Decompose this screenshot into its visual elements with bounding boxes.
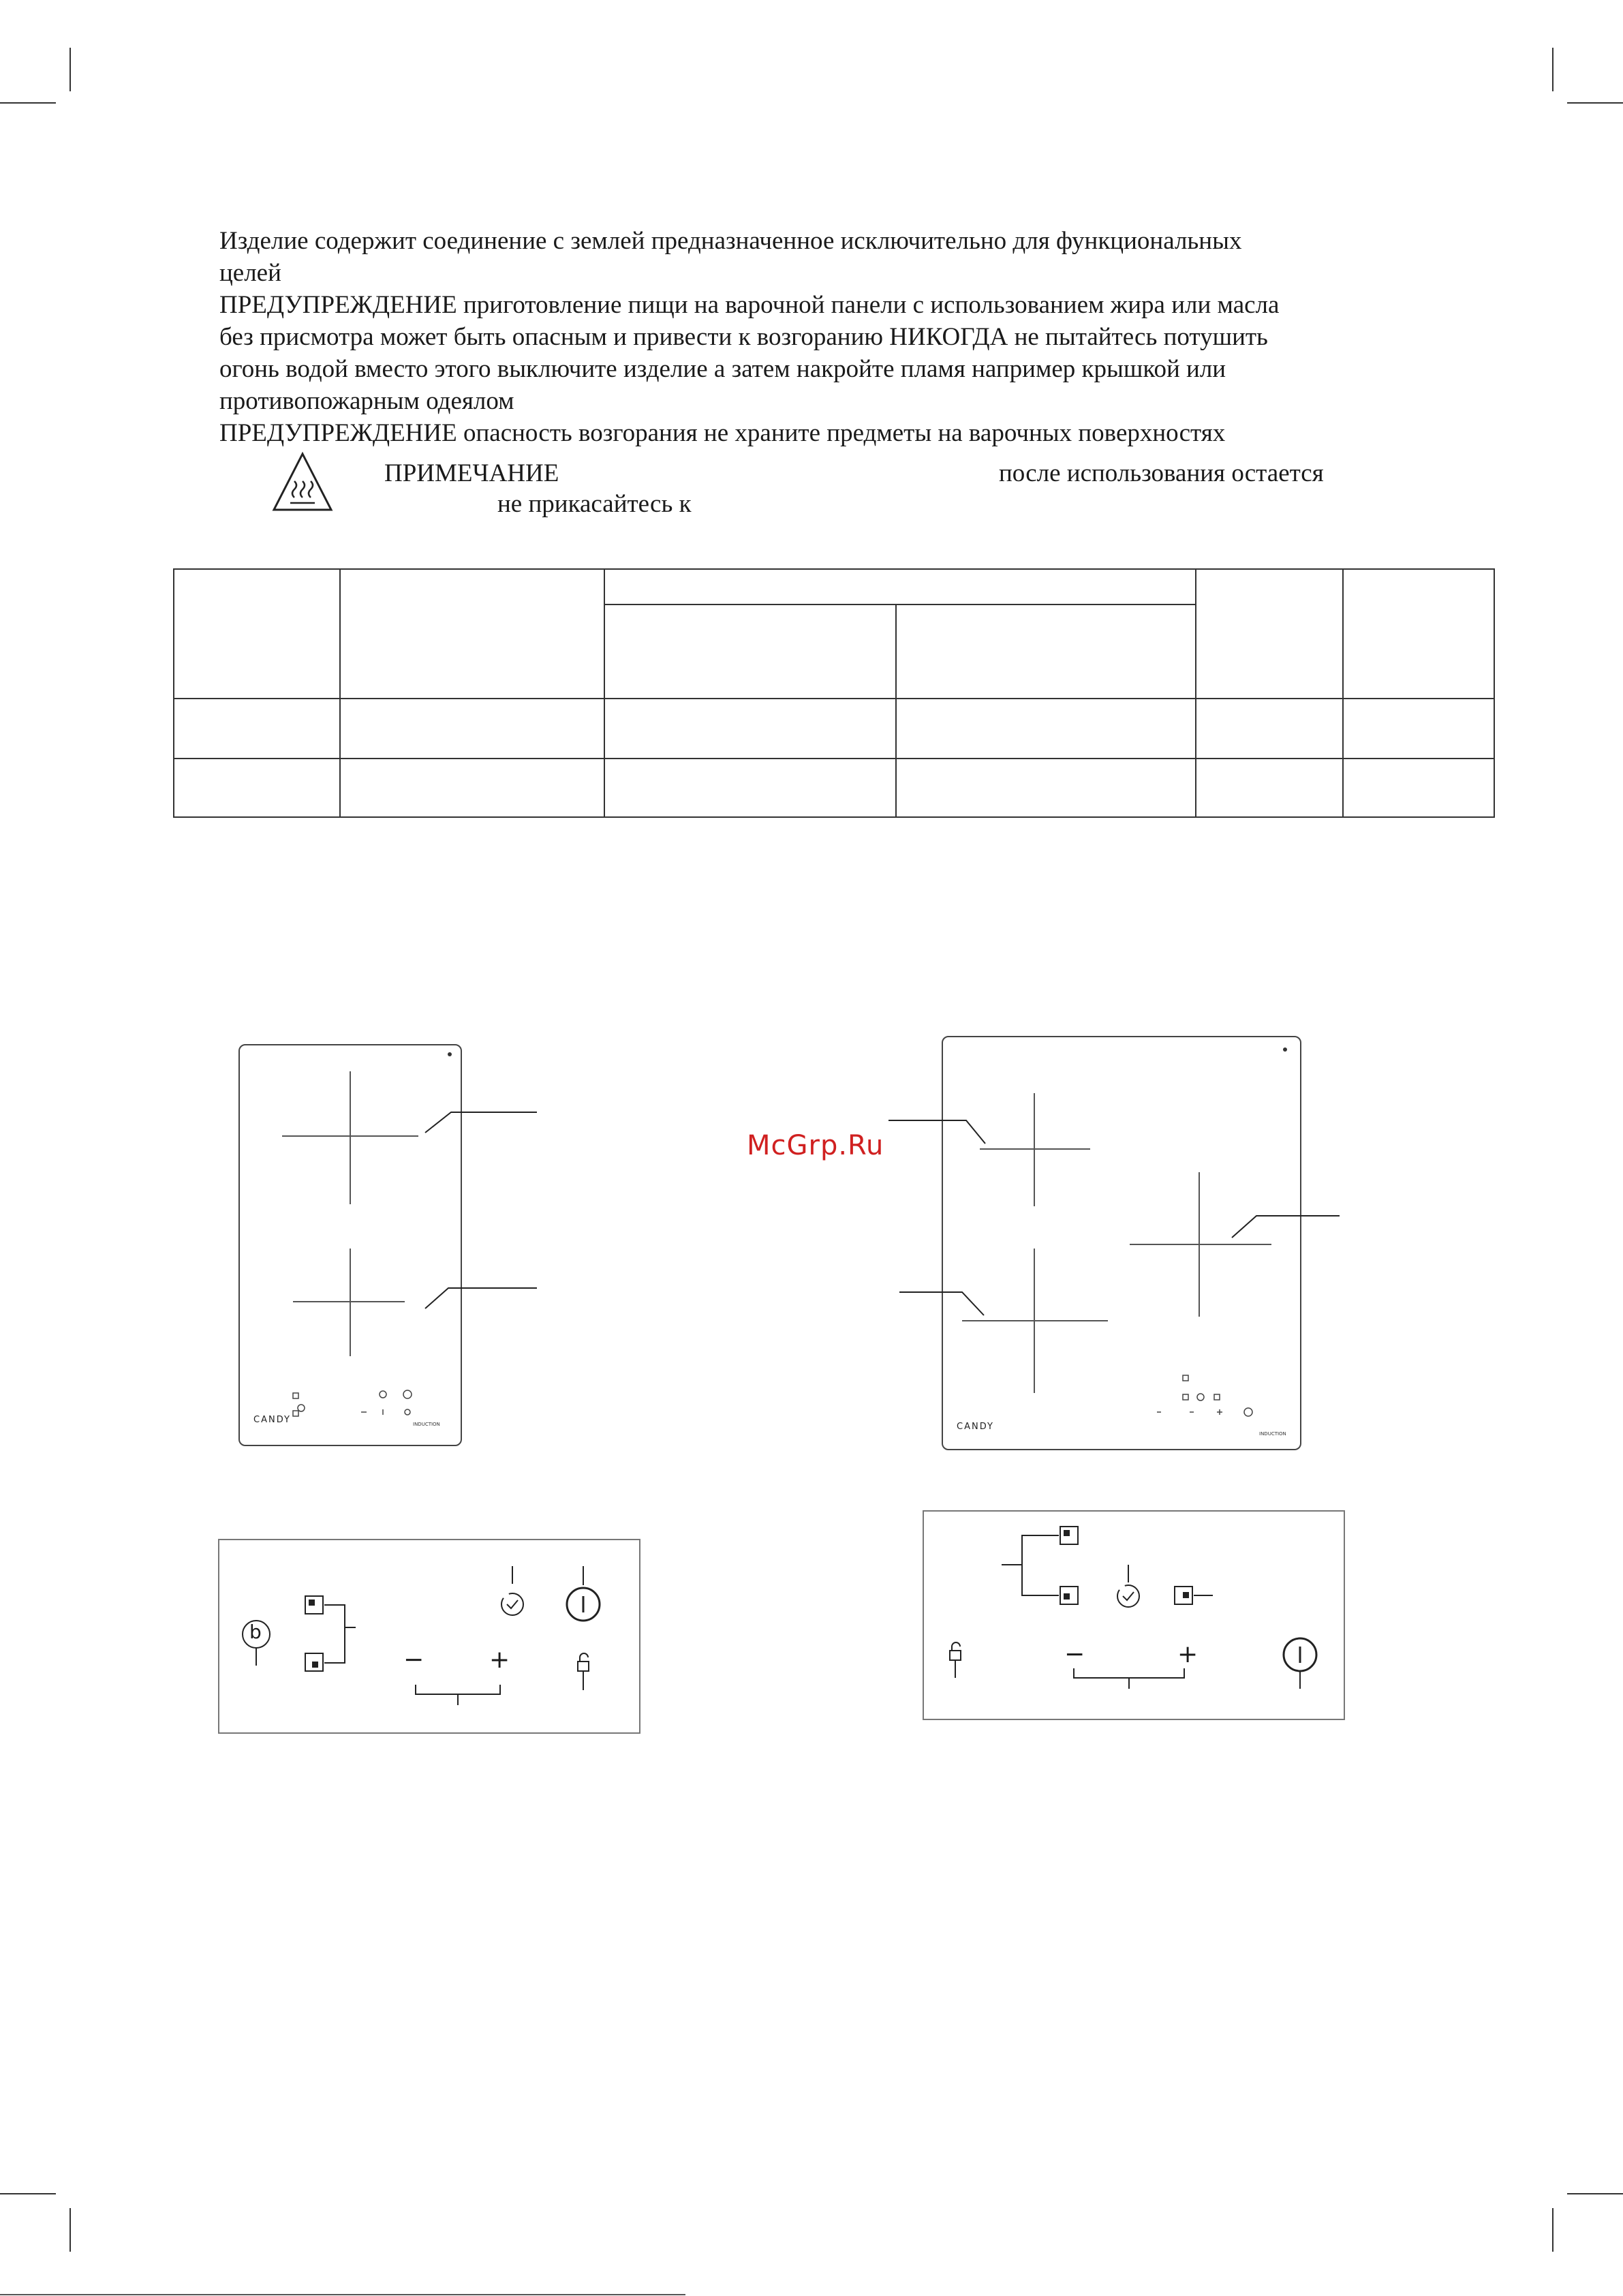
crop-mark xyxy=(69,48,71,91)
power-icon xyxy=(567,1566,600,1621)
text-line-3: ПРЕДУПРЕЖДЕНИЕ приготовление пищи на варочной панели с использованием жира или масла xyxy=(219,291,1280,319)
text-line-1: Изделие содержит соединение с землей предназначенное исключительно для функциональных xyxy=(219,227,1242,255)
text-line-6: противопожарным одеялом xyxy=(219,387,514,415)
left-plus-button[interactable]: + xyxy=(489,1646,510,1674)
crop-mark xyxy=(1567,2193,1623,2194)
crop-mark xyxy=(69,2208,71,2252)
left-hob-brand: CANDY xyxy=(253,1415,291,1425)
lock-icon xyxy=(950,1642,961,1678)
crop-mark xyxy=(0,102,56,104)
right-hob-zones xyxy=(942,1036,1364,1458)
text-line-4: без присмотра может быть опасным и привести к возгоранию НИКОГДА не пытайтесь потушить xyxy=(219,323,1268,351)
text-line-7: ПРЕДУПРЕЖДЕНИЕ опасность возгорания не храните предметы на варочных поверхностях xyxy=(219,419,1226,447)
text-line-5: огонь водой вместо этого выключите изделие а затем накройте пламя например крышкой или xyxy=(219,355,1226,383)
right-hob-brand: CANDY xyxy=(957,1422,994,1432)
zone-select-icon xyxy=(1002,1527,1078,1604)
text-line-2: целей xyxy=(219,259,281,287)
right-plus-button[interactable]: + xyxy=(1177,1640,1199,1668)
note-label: ПРИМЕЧАНИЕ xyxy=(384,459,559,487)
right-control-icons xyxy=(923,1510,1345,1720)
watermark: McGrp.Ru xyxy=(747,1130,884,1161)
specification-table xyxy=(173,568,1495,818)
timer-icon xyxy=(1117,1565,1139,1607)
left-booster-glyph[interactable]: b xyxy=(249,1621,262,1643)
crop-mark xyxy=(1567,102,1623,104)
note-right-text: после использования остается xyxy=(999,459,1324,487)
timer-icon xyxy=(501,1566,523,1615)
zone-select-icon xyxy=(305,1596,356,1671)
footer-rule xyxy=(0,2294,685,2295)
crop-mark xyxy=(1552,2208,1554,2252)
power-icon xyxy=(1284,1638,1316,1689)
lock-icon xyxy=(578,1653,589,1690)
crop-mark xyxy=(0,2193,56,2194)
note-second-line: не прикасайтесь к xyxy=(497,490,692,518)
crop-mark xyxy=(1552,48,1554,91)
left-hob-zones xyxy=(238,1044,579,1453)
left-hob-badge: INDUCTION xyxy=(413,1422,440,1427)
zone-select-icon xyxy=(1175,1587,1213,1604)
right-hob-badge: INDUCTION xyxy=(1259,1431,1286,1437)
right-minus-button[interactable]: − xyxy=(1064,1640,1085,1668)
left-control-icons xyxy=(218,1539,640,1734)
hot-surface-warning-icon xyxy=(271,451,334,514)
left-minus-button[interactable]: − xyxy=(403,1646,424,1674)
